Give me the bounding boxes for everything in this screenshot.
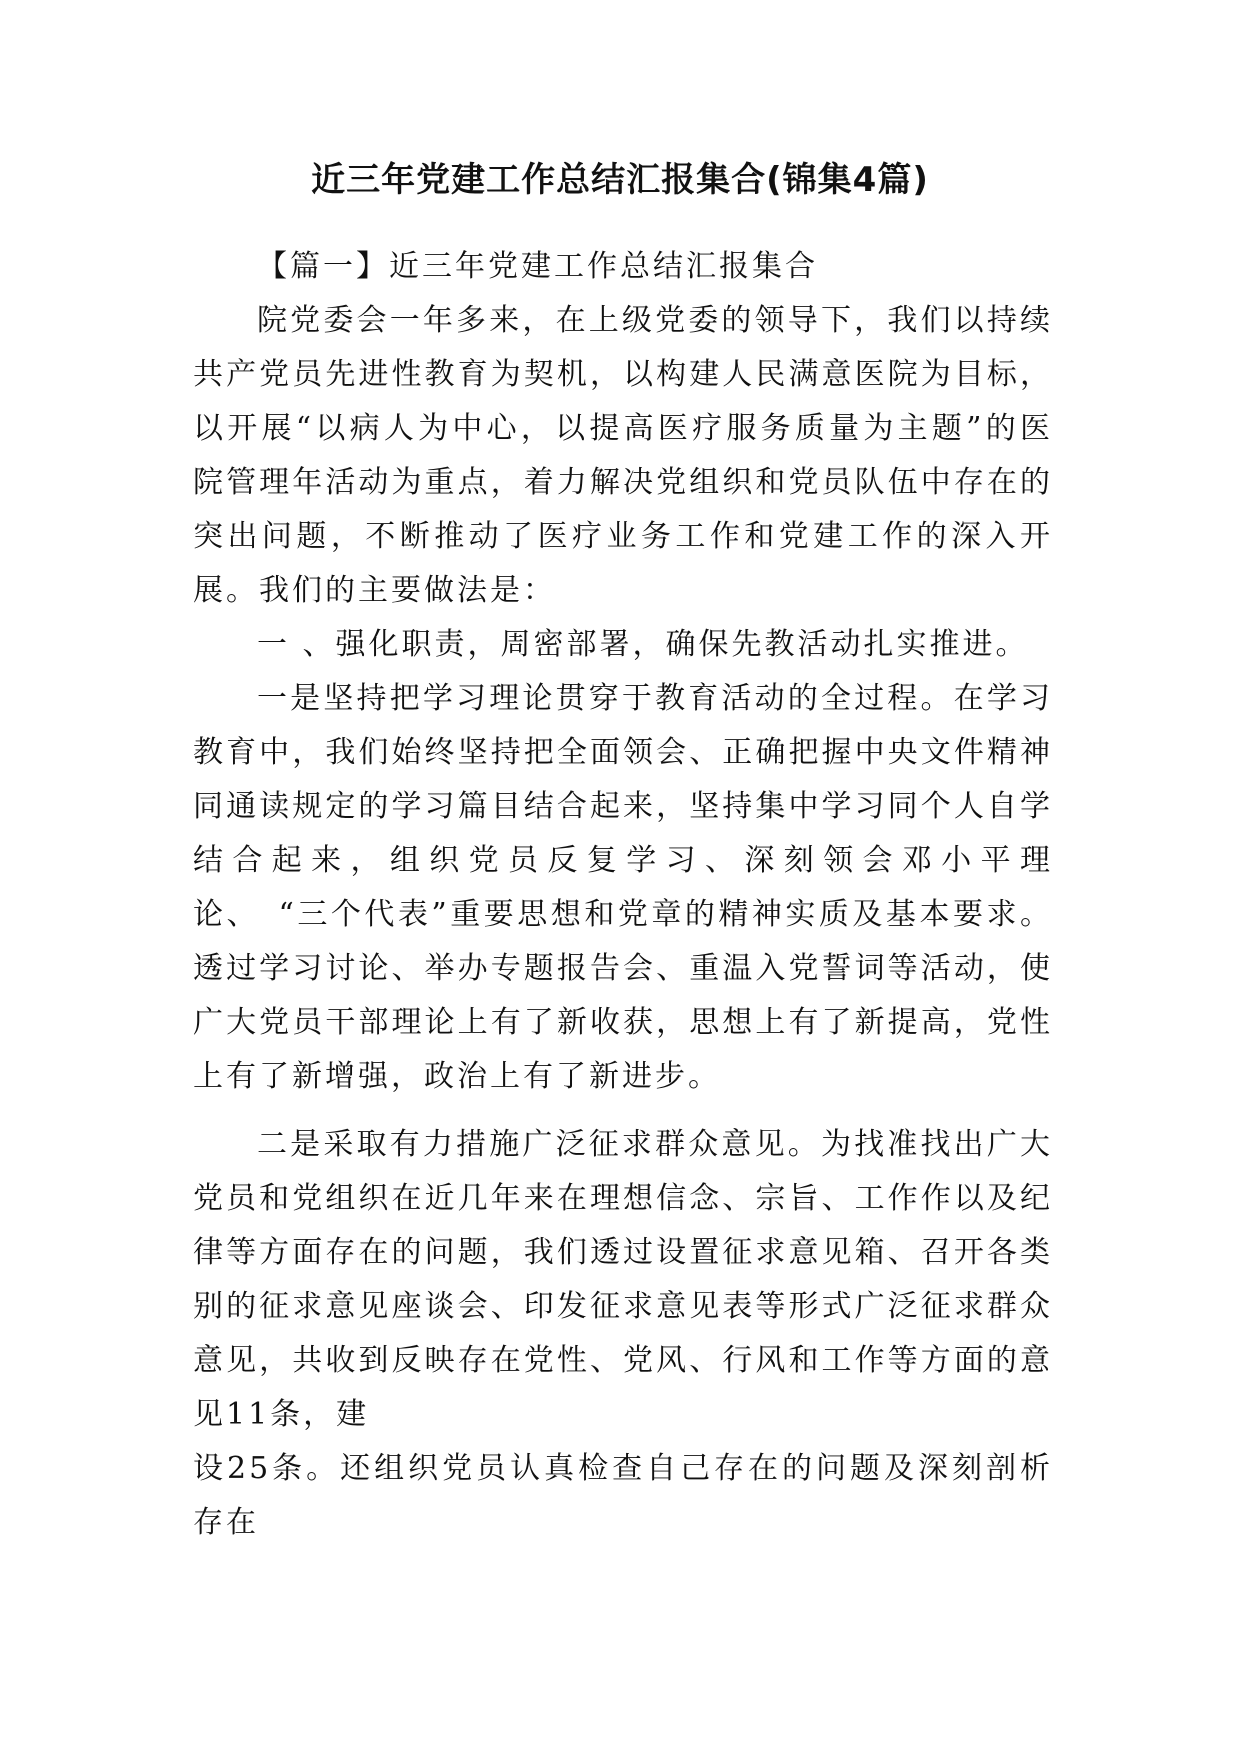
paragraph-study-theory: 一是坚持把学习理论贯穿于教育活动的全过程。在学习教育中，我们始终坚持把全面领会、正确把握中央文件精神同通读规定的学习篇目结合起来，坚持集中学习同个人自学结合起来，组织党员反复学习、深刻领会邓小平理论、 “三个代表”重要思想和党章的精神实质及基本要求。透过学习讨论、举办专题报告会、重温入党誓词等活动，使广大党员干部理论上有了新收获，思想上有了新提高，党性上有了新增强，政治上有了新进步。 (193, 681, 1053, 1094)
document-title: 近三年党建工作总结汇报集合(锦集4篇) (311, 160, 929, 200)
section-heading: 【篇一】近三年党建工作总结汇报集合 (257, 249, 818, 284)
paragraph-point-one: 一 、强化职责，周密部署，确保先教活动扎实推进。 (257, 627, 1029, 662)
paragraph-collect-opinions: 二是采取有力措施广泛征求群众意见。为找准找出广大党员和党组织在近几年来在理想信念、宗旨、工作作以及纪律等方面存在的问题，我们透过设置征求意见箱、召开各类别的征求意见座谈会、印发征求意见表等形式广泛征求群众意见，共收到反映存在党性、党风、行风和工作等方面的意见11条，建 (193, 1127, 1053, 1432)
paragraph-continuation: 设25条。还组织党员认真检查自己存在的问题及深刻剖析存在 (193, 1451, 1053, 1540)
document-body (193, 240, 1053, 1550)
paragraph-intro: 院党委会一年多来，在上级党委的领导下，我们以持续共产党员先进性教育为契机，以构建人民满意医院为目标，以开展“以病人为中心，以提高医疗服务质量为主题”的医院管理年活动为重点，着力解决党组织和党员队伍中存在的突出问题，不断推动了医疗业务工作和党建工作的深入开展。我们的主要做法是： (193, 303, 1053, 608)
